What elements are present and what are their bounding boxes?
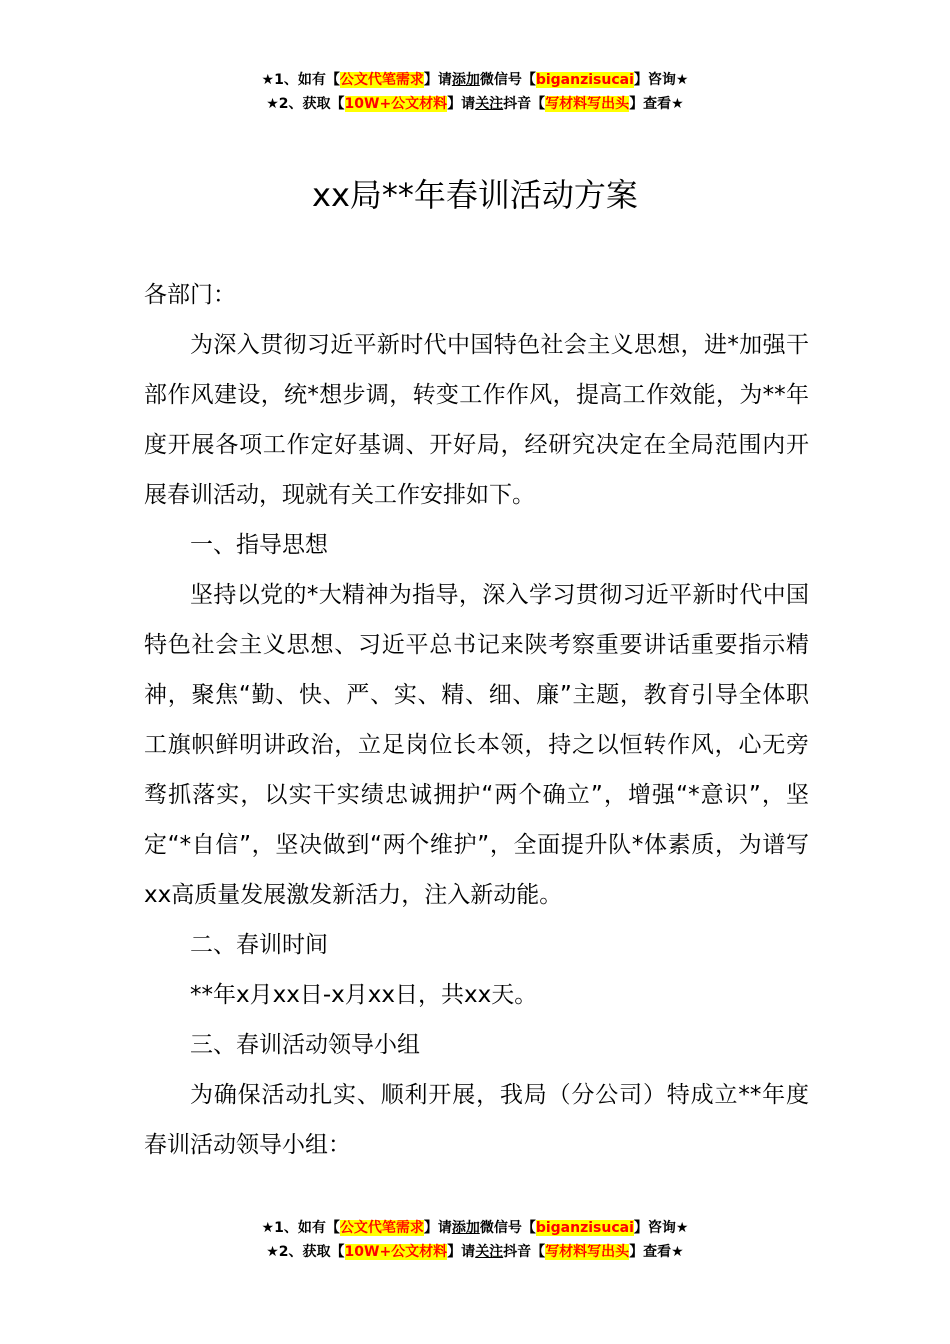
promo-line-2 (0, 92, 950, 116)
promo-highlight: 公文代笔需求 (339, 72, 424, 88)
header-promo-banner (0, 68, 950, 116)
promo-text: 】查看★ (629, 1244, 684, 1260)
section-heading-3: 三、春训活动领导小组 (190, 1032, 420, 1058)
promo-text: 】咨询★ (633, 1220, 689, 1236)
promo-text: 抖音【 (503, 1244, 546, 1260)
promo-line-1 (0, 1216, 950, 1240)
promo-text: 微信号【 (479, 72, 536, 88)
promo-line-2 (0, 1240, 950, 1264)
promo-highlight: 公文代笔需求 (339, 1220, 424, 1236)
document-body (144, 270, 809, 1170)
promo-line-1 (0, 68, 950, 92)
promo-text: 微信号【 (479, 1220, 536, 1236)
promo-text: ★1、如有【 (261, 72, 340, 88)
promo-underline: 添加 (451, 1220, 480, 1236)
salutation: 各部门： (144, 282, 236, 308)
promo-underline: 关注 (475, 1244, 504, 1260)
promo-highlight: 写材料写出头 (545, 96, 630, 112)
promo-text: ★2、获取【 (266, 96, 345, 112)
section-heading-1: 一、指导思想 (190, 532, 328, 558)
promo-text: ★1、如有【 (261, 1220, 340, 1236)
promo-text: 】请 (423, 1220, 452, 1236)
promo-highlight: 10W+公文材料 (344, 96, 448, 112)
document-title: xx局**年春训活动方案 (312, 176, 638, 214)
paragraph-leading-group: 为确保活动扎实、顺利开展，我局（分公司）特成立**年度春训活动领导小组： (144, 1082, 809, 1158)
paragraph-guiding-thought: 坚持以党的*大精神为指导，深入学习贯彻习近平新时代中国特色社会主义思想、习近平总书记来陕考察重要讲话重要指示精神，聚焦“勤、快、严、实、精、细、廉”主题，教育引导全体职工旗帜鲜明讲政治，立足岗位长本领，持之以恒转作风，心无旁骛抓落实，以实干实绩忠诚拥护“两个确立”，增强“*意识”，坚定“*自信”，坚决做到“两个维护”，全面提升队*体素质，为谱写xx高质量发展激发新活力，注入新动能。 (144, 582, 809, 908)
promo-highlight: biganzisucai (535, 1220, 634, 1236)
paragraph-intro: 为深入贯彻习近平新时代中国特色社会主义思想，进*加强干部作风建设，统*想步调，转变工作作风，提高工作效能，为**年度开展各项工作定好基调、开好局，经研究决定在全局范围内开展春训活动，现就有关工作安排如下。 (144, 332, 809, 508)
promo-text: 】请 (423, 72, 452, 88)
promo-text: 】咨询★ (633, 72, 689, 88)
promo-text: 抖音【 (503, 96, 546, 112)
paragraph-training-time: **年x月xx日-x月xx日，共xx天。 (190, 982, 538, 1008)
promo-text: 】请 (447, 96, 476, 112)
promo-highlight: 10W+公文材料 (344, 1244, 448, 1260)
promo-underline: 添加 (451, 72, 480, 88)
promo-highlight: biganzisucai (535, 72, 634, 88)
promo-text: 】查看★ (629, 96, 684, 112)
footer-promo-banner (0, 1216, 950, 1264)
promo-underline: 关注 (475, 96, 504, 112)
promo-text: ★2、获取【 (266, 1244, 345, 1260)
promo-highlight: 写材料写出头 (545, 1244, 630, 1260)
section-heading-2: 二、春训时间 (190, 932, 328, 958)
promo-text: 】请 (447, 1244, 476, 1260)
